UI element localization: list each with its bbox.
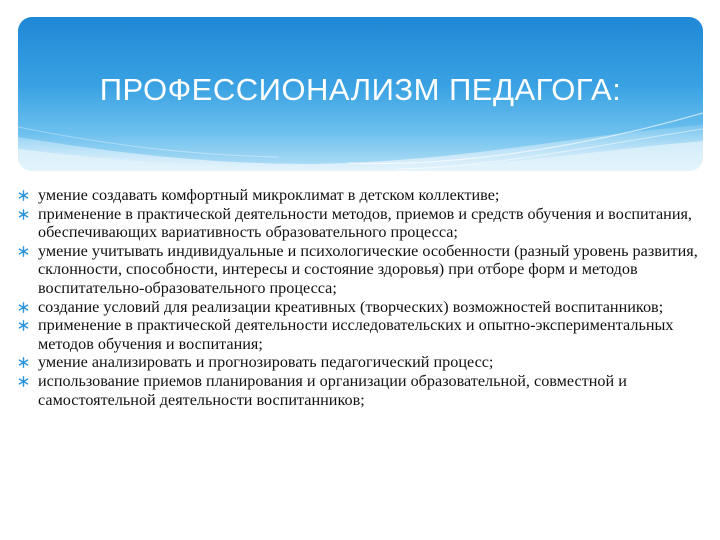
list-item (18, 186, 708, 205)
list-item (18, 298, 708, 317)
list-item-text: умение учитывать индивидуальные и психологические особенности (разный уровень развития, склонности, способности, интересы и состояние здоровья) при отборе форм и методов воспитательно-образовательного процесса; (38, 241, 698, 297)
title-banner (18, 17, 703, 171)
list-item-text: создание условий для реализации креативных (творческих) возможностей воспитанников; (38, 297, 664, 316)
list-item-text: умение создавать комфортный микроклимат в детском коллективе; (38, 186, 500, 204)
asterisk-icon (18, 209, 29, 220)
slide-title: ПРОФЕССИОНАЛИЗМ ПЕДАГОГА: (99, 72, 622, 107)
list-item-text: умение анализировать и прогнозировать педагогический процесс; (38, 353, 494, 372)
slide-content (18, 186, 708, 409)
list-item (18, 372, 708, 409)
asterisk-icon (18, 320, 29, 331)
bullet-list (18, 186, 708, 409)
list-item (18, 242, 708, 298)
list-item (18, 353, 708, 372)
list-item-text: применение в практической деятельности исследовательских и опытно-экспериментальных методов обучения и воспитания; (38, 316, 674, 353)
list-item-text: использование приемов планирования и организации образовательной, совместной и самостоятельной деятельности воспитанников; (38, 371, 627, 409)
list-item (18, 205, 708, 242)
asterisk-icon (18, 246, 29, 257)
asterisk-icon (18, 302, 29, 313)
list-item-text: применение в практической деятельности методов, приемов и средств обучения и воспитания, обеспечивающих вариативность образовательного процесса; (38, 204, 692, 242)
asterisk-icon (18, 357, 29, 368)
asterisk-icon (18, 190, 29, 201)
list-item (18, 316, 708, 353)
asterisk-icon (18, 376, 29, 387)
